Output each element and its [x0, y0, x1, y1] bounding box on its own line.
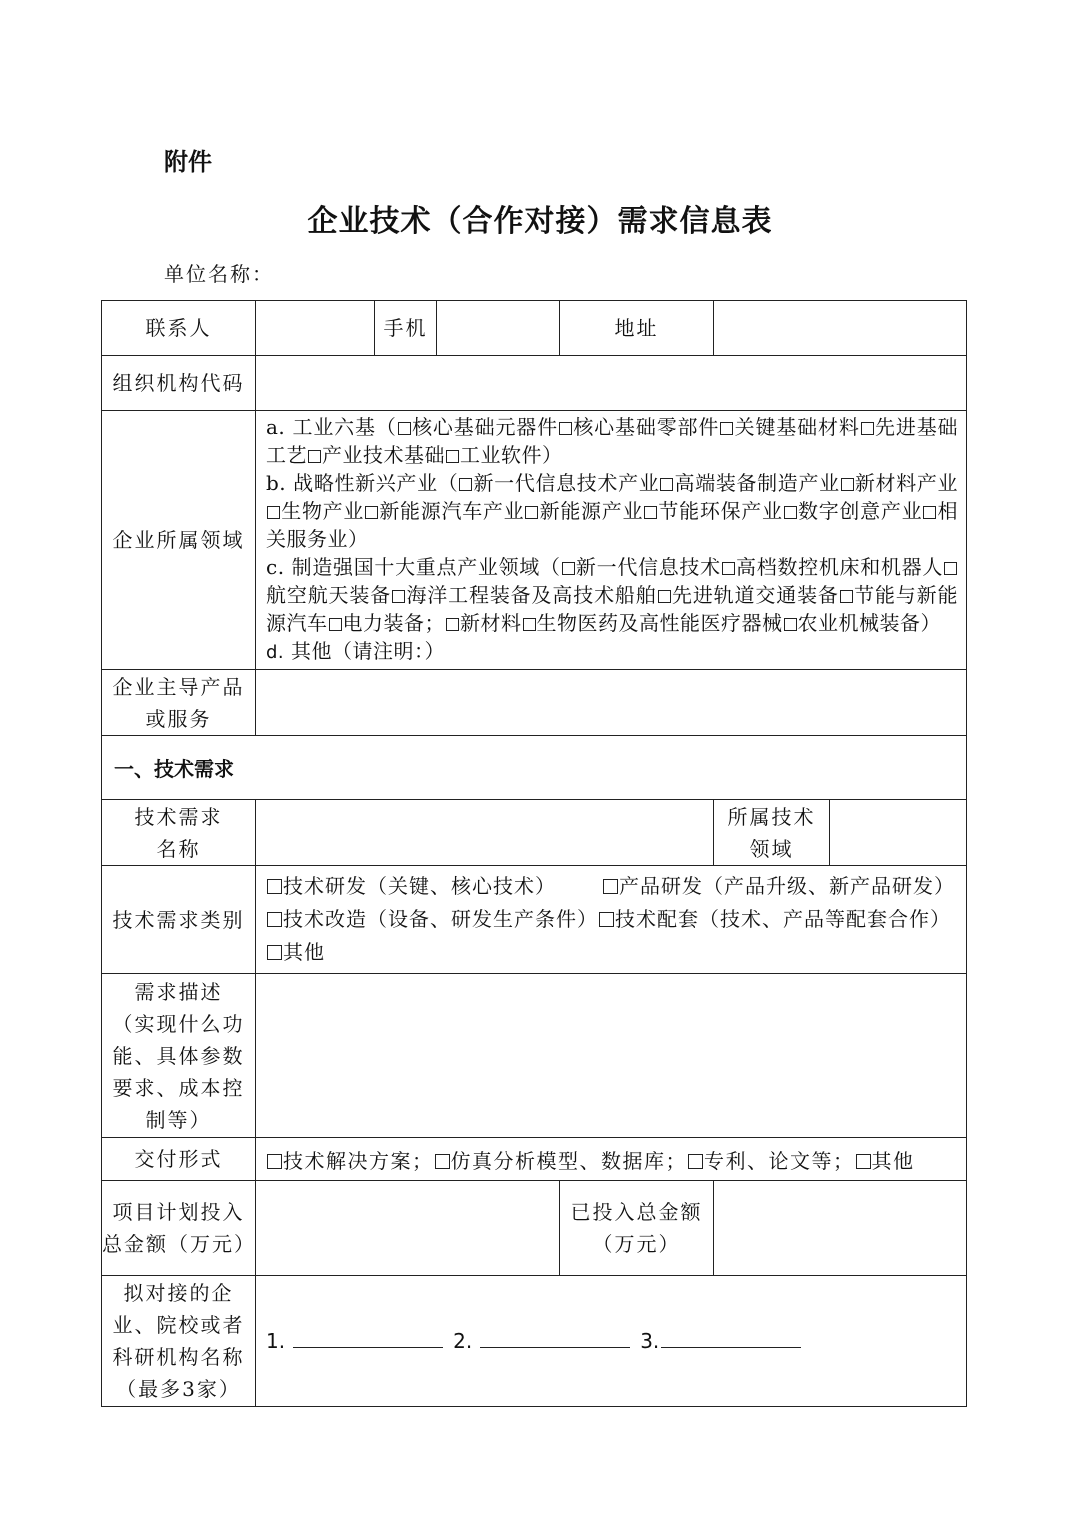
option-label: 高端装备制造产业	[674, 471, 840, 495]
contact-label: 联系人	[102, 301, 256, 356]
delivery-options	[256, 1138, 967, 1181]
checkbox-icon[interactable]	[392, 590, 405, 603]
tech-desc-label-line: 能、具体参数	[112, 1043, 245, 1068]
option-label: 电力装备；	[342, 611, 445, 635]
partner-number: 2.	[453, 1329, 473, 1353]
plan-amount-label	[102, 1181, 256, 1276]
option-label: 先进基础工艺	[266, 415, 959, 467]
checkbox-icon[interactable]	[562, 562, 575, 575]
checkbox-icon[interactable]	[459, 478, 472, 491]
checkbox-icon[interactable]	[722, 562, 735, 575]
partner-number: 3.	[640, 1329, 660, 1353]
domain-a-prefix: a. 工业六基（	[266, 415, 397, 439]
option-label: 节能环保产业	[658, 499, 783, 523]
tech-name-label-line1: 技术需求	[134, 804, 223, 829]
checkbox-icon[interactable]	[658, 590, 671, 603]
tech-field-label-line2: 领域	[749, 836, 794, 861]
option-label: 新能源汽车产业	[379, 499, 525, 523]
invested-amount-label-line1: 已投入总金额	[570, 1200, 703, 1224]
product-label-line1: 企业主导产品	[112, 674, 245, 699]
checkbox-icon[interactable]	[525, 506, 538, 519]
partner-number: 1.	[266, 1329, 286, 1353]
attachment-label: 附件	[164, 148, 212, 176]
tech-desc-label	[102, 974, 256, 1138]
tech-field-value[interactable]	[830, 800, 967, 866]
product-label-line2: 或服务	[145, 706, 212, 731]
option-label: 新一代信息技术	[575, 555, 721, 579]
option-label: 产品研发（产品升级、新产品研发）	[619, 874, 955, 898]
tech-desc-label-line: （实现什么功	[112, 1011, 245, 1036]
address-label: 地址	[560, 301, 714, 356]
checkbox-icon[interactable]	[599, 912, 614, 927]
checkbox-icon[interactable]	[923, 506, 936, 519]
tech-name-label	[102, 800, 256, 866]
domain-c-prefix: c. 制造强国十大重点产业领域（	[266, 555, 561, 579]
partner-label-line: （最多3家）	[116, 1377, 241, 1401]
partner-blank-2[interactable]	[480, 1329, 630, 1348]
option-label: 产业技术基础	[322, 443, 445, 467]
domain-a	[266, 413, 958, 469]
tech-category-options	[256, 866, 967, 974]
invested-amount-label-line2: （万元）	[592, 1232, 681, 1256]
checkbox-icon[interactable]	[267, 506, 280, 519]
product-field[interactable]	[256, 670, 967, 736]
option-label: 关键基础材料	[734, 415, 860, 439]
checkbox-icon[interactable]	[365, 506, 378, 519]
checkbox-icon[interactable]	[267, 1154, 282, 1169]
section-title-tech: 一、技术需求	[102, 736, 967, 800]
checkbox-icon[interactable]	[267, 945, 282, 960]
domain-c	[266, 553, 958, 637]
tech-category-label: 技术需求类别	[102, 866, 256, 974]
option-label: 航空航天装备	[266, 583, 392, 607]
checkbox-icon[interactable]	[644, 506, 657, 519]
checkbox-icon[interactable]	[446, 450, 459, 463]
delivery-label: 交付形式	[102, 1138, 256, 1181]
checkbox-icon[interactable]	[688, 1154, 703, 1169]
partner-label-line: 业、院校或者	[112, 1313, 245, 1337]
org-code-label: 组织机构代码	[102, 356, 256, 411]
info-form-table	[101, 300, 967, 1407]
phone-label: 手机	[375, 301, 437, 356]
option-label: 生物医药及高性能医疗器械	[536, 611, 783, 635]
checkbox-icon[interactable]	[861, 422, 874, 435]
contact-field[interactable]	[256, 301, 375, 356]
checkbox-icon[interactable]	[784, 506, 797, 519]
tech-desc-label-line: 制等）	[145, 1107, 212, 1132]
option-label: 生物产业	[281, 499, 365, 523]
partner-blank-3[interactable]	[661, 1329, 801, 1348]
option-label: 相关服务业）	[266, 499, 959, 551]
option-label: 技术研发（关键、核心技术）	[283, 874, 556, 898]
option-label: 新材料	[460, 611, 522, 635]
option-label: 高档数控机床和机器人	[735, 555, 944, 579]
domain-d-text: 其他（请注明：）	[284, 639, 446, 663]
option-label: 先进轨道交通装备	[671, 583, 839, 607]
tech-desc-field[interactable]	[256, 974, 967, 1138]
domain-b-prefix: b. 战略性新兴产业（	[266, 471, 459, 495]
checkbox-icon[interactable]	[559, 422, 572, 435]
tech-name-field[interactable]	[256, 800, 714, 866]
checkbox-icon[interactable]	[523, 618, 536, 631]
domain-b	[266, 469, 958, 553]
partner-label-line: 科研机构名称	[112, 1345, 245, 1369]
form-title: 企业技术（合作对接）需求信息表	[307, 204, 773, 239]
plan-amount-label-line1: 项目计划投入	[112, 1200, 245, 1224]
tech-desc-label-line: 要求、成本控	[112, 1075, 245, 1100]
option-label: 农业机械装备）	[797, 611, 941, 635]
plan-amount-label-line2: 总金额（万元）	[102, 1232, 256, 1256]
checkbox-icon[interactable]	[308, 450, 321, 463]
partner-blanks	[256, 1276, 967, 1407]
option-label: 其他	[283, 940, 325, 964]
checkbox-icon[interactable]	[267, 879, 282, 894]
option-label: 仿真分析模型、数据库；	[450, 1148, 687, 1173]
option-label: 新能源产业	[539, 499, 644, 523]
checkbox-icon[interactable]	[329, 618, 342, 631]
option-label: 新材料产业	[854, 471, 959, 495]
checkbox-icon[interactable]	[720, 422, 733, 435]
option-label: 节能与新能源汽车	[266, 583, 959, 635]
partner-blank-1[interactable]	[293, 1329, 443, 1348]
option-label: 数字创意产业	[797, 499, 923, 523]
checkbox-icon[interactable]	[841, 478, 854, 491]
tech-field-label	[714, 800, 830, 866]
option-label: 工业软件）	[460, 443, 563, 467]
checkbox-icon[interactable]	[660, 478, 673, 491]
partner-label-line: 拟对接的企	[123, 1281, 234, 1305]
option-label: 技术配套（技术、产品等配套合作）	[615, 907, 951, 931]
tech-name-label-line2: 名称	[156, 836, 201, 861]
checkbox-icon[interactable]	[840, 590, 853, 603]
partner-label	[102, 1276, 256, 1407]
domain-options	[256, 411, 967, 670]
checkbox-icon[interactable]	[784, 618, 797, 631]
option-label: 技术改造（设备、研发生产条件）	[283, 907, 598, 931]
tech-desc-label-line: 需求描述	[134, 979, 223, 1004]
checkbox-icon[interactable]	[398, 422, 411, 435]
checkbox-icon[interactable]	[446, 618, 459, 631]
option-label: 海洋工程装备及高技术船舶	[406, 583, 657, 607]
invested-amount-field[interactable]	[714, 1181, 967, 1276]
option-label: 专利、论文等；	[704, 1148, 855, 1173]
address-field[interactable]	[714, 301, 967, 356]
org-code-field[interactable]	[256, 356, 967, 411]
unit-name-label: 单位名称：	[164, 262, 274, 286]
plan-amount-field[interactable]	[256, 1181, 560, 1276]
option-label: 新一代信息技术产业	[473, 471, 660, 495]
domain-d	[266, 637, 958, 667]
checkbox-icon[interactable]	[267, 912, 282, 927]
option-label: 核心基础零部件	[572, 415, 720, 439]
checkbox-icon[interactable]	[603, 879, 618, 894]
domain-d-prefix: d.	[266, 642, 285, 663]
option-label: 技术解决方案；	[283, 1148, 434, 1173]
invested-amount-label	[560, 1181, 714, 1276]
option-label: 其他	[871, 1148, 915, 1173]
checkbox-icon[interactable]	[944, 562, 957, 575]
product-label	[102, 670, 256, 736]
domain-label: 企业所属领域	[102, 411, 256, 670]
tech-field-label-line1: 所属技术	[727, 804, 816, 829]
option-label: 核心基础元器件	[411, 415, 558, 439]
checkbox-icon[interactable]	[435, 1154, 450, 1169]
phone-field[interactable]	[437, 301, 560, 356]
checkbox-icon[interactable]	[856, 1154, 871, 1169]
